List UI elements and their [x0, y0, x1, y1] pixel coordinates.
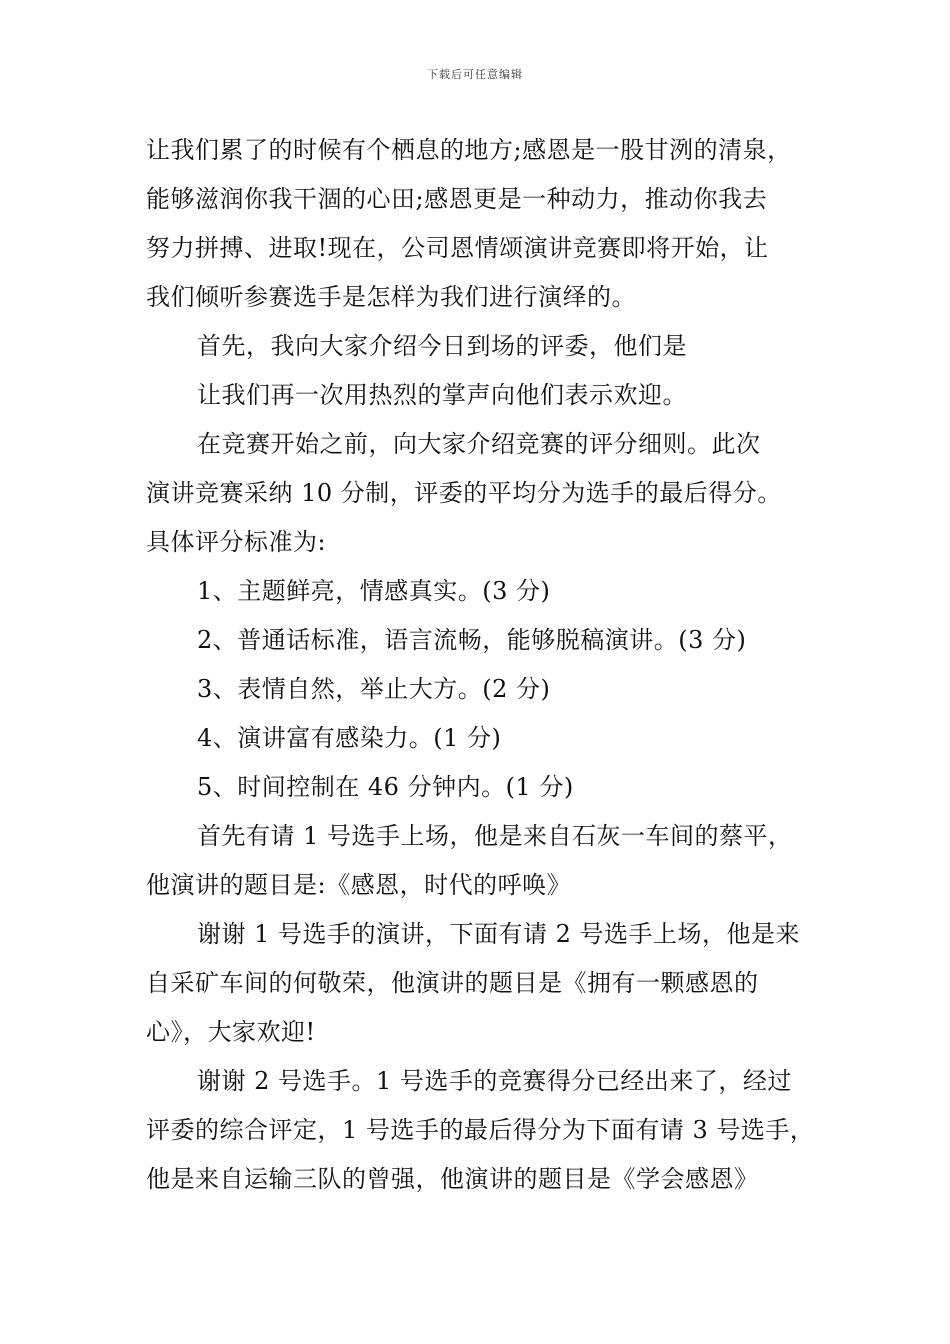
- page-header-note: 下载后可任意编辑: [427, 68, 523, 81]
- text-line: 谢谢 2 号选手。1 号选手的竞赛得分已经出来了，经过: [197, 1067, 792, 1095]
- text-line: 心》，大家欢迎!: [146, 1018, 316, 1046]
- text-line: 具体评分标准为:: [146, 528, 327, 556]
- scoring-criterion: 1、主题鲜亮，情感真实。(3 分): [197, 577, 551, 605]
- text-line: 让我们累了的时候有个栖息的地方;感恩是一股甘洌的清泉，: [146, 136, 792, 164]
- text-line: 首先有请 1 号选手上场，他是来自石灰一车间的蔡平，: [197, 822, 793, 850]
- text-line: 我们倾听参赛选手是怎样为我们进行演绎的。: [146, 283, 636, 311]
- text-line: 谢谢 1 号选手的演讲，下面有请 2 号选手上场，他是来: [197, 920, 801, 948]
- text-line: 首先，我向大家介绍今日到场的评委，他们是: [197, 332, 687, 360]
- text-line: 努力拼搏、进取!现在，公司恩情颂演讲竞赛即将开始，让: [146, 234, 769, 262]
- text-line: 他是来自运输三队的曾强，他演讲的题目是《学会感恩》: [146, 1165, 759, 1193]
- text-line: 他演讲的题目是:《感恩，时代的呼唤》: [146, 871, 572, 899]
- text-line: 在竞赛开始之前，向大家介绍竞赛的评分细则。此次: [197, 430, 761, 458]
- document-body: [146, 126, 826, 1204]
- scoring-criterion: 4、演讲富有感染力。(1 分): [197, 724, 502, 752]
- text-line: 能够滋润你我干涸的心田;感恩更是一种动力，推动你我去: [146, 185, 768, 213]
- text-line: 评委的综合评定，1 号选手的最后得分为下面有请 3 号选手，: [146, 1116, 815, 1144]
- text-line: 自采矿车间的何敬荣，他演讲的题目是《拥有一颗感恩的: [146, 969, 759, 997]
- scoring-criterion: 3、表情自然，举止大方。(2 分): [197, 675, 551, 703]
- scoring-criterion: 2、普通话标准，语言流畅，能够脱稿演讲。(3 分): [197, 626, 747, 654]
- text-line: 演讲竞赛采纳 10 分制，评委的平均分为选手的最后得分。: [146, 479, 782, 507]
- text-line: 让我们再一次用热烈的掌声向他们表示欢迎。: [197, 381, 687, 409]
- scoring-criterion: 5、时间控制在 46 分钟内。(1 分): [197, 773, 574, 801]
